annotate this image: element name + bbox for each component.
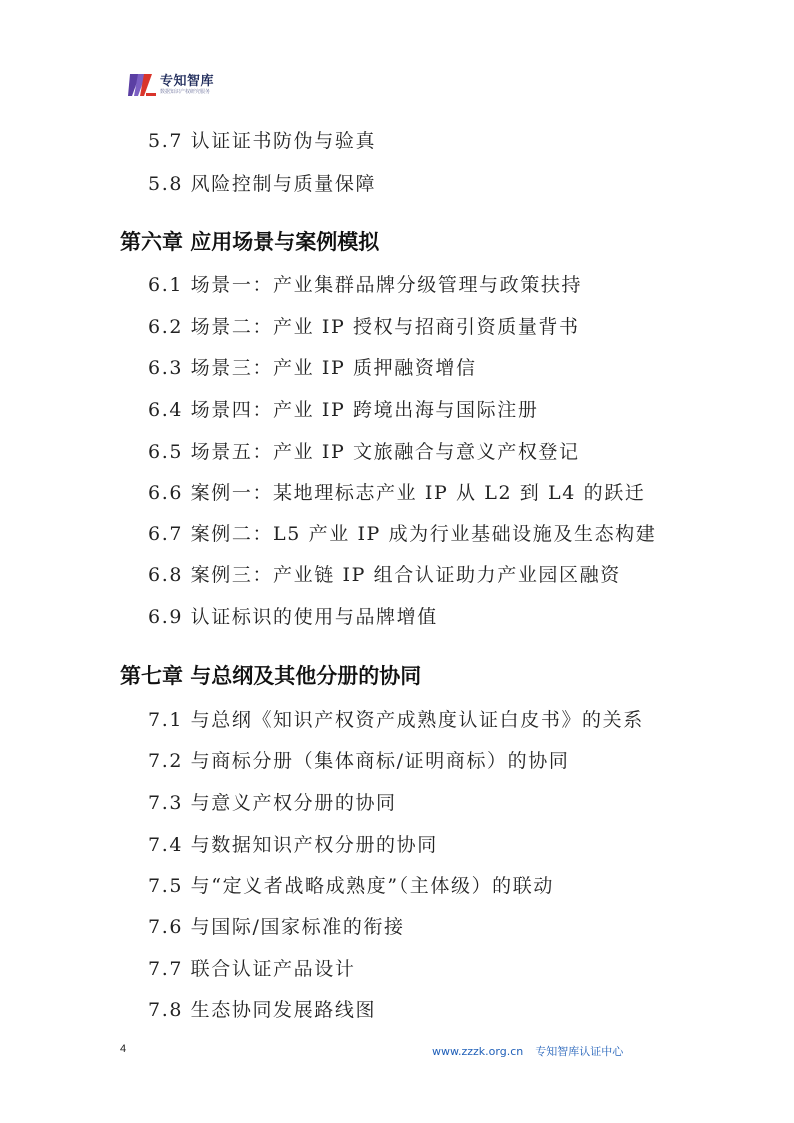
footer-center-name: 专知智库认证中心 (535, 1045, 624, 1058)
toc-item-7-7: 7.7 联合认证产品设计 (148, 958, 356, 980)
toc-item-7-2: 7.2 与商标分册（集体商标/证明商标）的协同 (148, 750, 570, 772)
toc-item-6-2: 6.2 场景二：产业 IP 授权与招商引资质量背书 (148, 316, 580, 338)
toc-item-7-3: 7.3 与意义产权分册的协同 (148, 792, 397, 814)
chapter-7-heading: 第七章 与总纲及其他分册的协同 (120, 664, 422, 688)
toc-item-6-4: 6.4 场景四：产业 IP 跨境出海与国际注册 (148, 399, 539, 421)
toc-item-6-3: 6.3 场景三：产业 IP 质押融资增信 (148, 357, 477, 379)
toc-item-7-8: 7.8 生态协同发展路线图 (148, 999, 377, 1021)
toc-item-7-6: 7.6 与国际/国家标准的衔接 (148, 916, 405, 938)
chapter-6-heading: 第六章 应用场景与案例模拟 (120, 230, 380, 254)
brand-logo (128, 72, 214, 98)
toc-item-6-6: 6.6 案例一：某地理标志产业 IP 从 L2 到 L4 的跃迁 (148, 482, 646, 504)
toc-item-7-5: 7.5 与“定义者战略成熟度”（主体级）的联动 (148, 875, 554, 897)
logo-title: 专知智库 (160, 73, 215, 89)
toc-item-6-8: 6.8 案例三：产业链 IP 组合认证助力产业园区融资 (148, 564, 621, 586)
toc-item-6-9: 6.9 认证标识的使用与品牌增值 (148, 606, 438, 628)
toc-item-5-7: 5.7 认证证书防伪与验真 (148, 130, 377, 152)
logo-mark-icon (128, 72, 156, 98)
toc-item-6-1: 6.1 场景一：产业集群品牌分级管理与政策扶持 (148, 274, 583, 296)
footer-website-link[interactable]: www.zzzk.org.cn (432, 1045, 524, 1058)
logo-subtitle: 数据知识产权研究服务 (160, 88, 211, 95)
toc-item-6-7: 6.7 案例二：L5 产业 IP 成为行业基础设施及生态构建 (148, 523, 657, 545)
footer-credit (432, 1043, 623, 1059)
toc-item-7-1: 7.1 与总纲《知识产权资产成熟度认证白皮书》的关系 (148, 709, 644, 731)
toc-item-6-5: 6.5 场景五：产业 IP 文旅融合与意义产权登记 (148, 441, 580, 463)
toc-item-7-4: 7.4 与数据知识产权分册的协同 (148, 834, 438, 856)
toc-item-5-8: 5.8 风险控制与质量保障 (148, 173, 377, 195)
page-number: 4 (120, 1043, 127, 1055)
